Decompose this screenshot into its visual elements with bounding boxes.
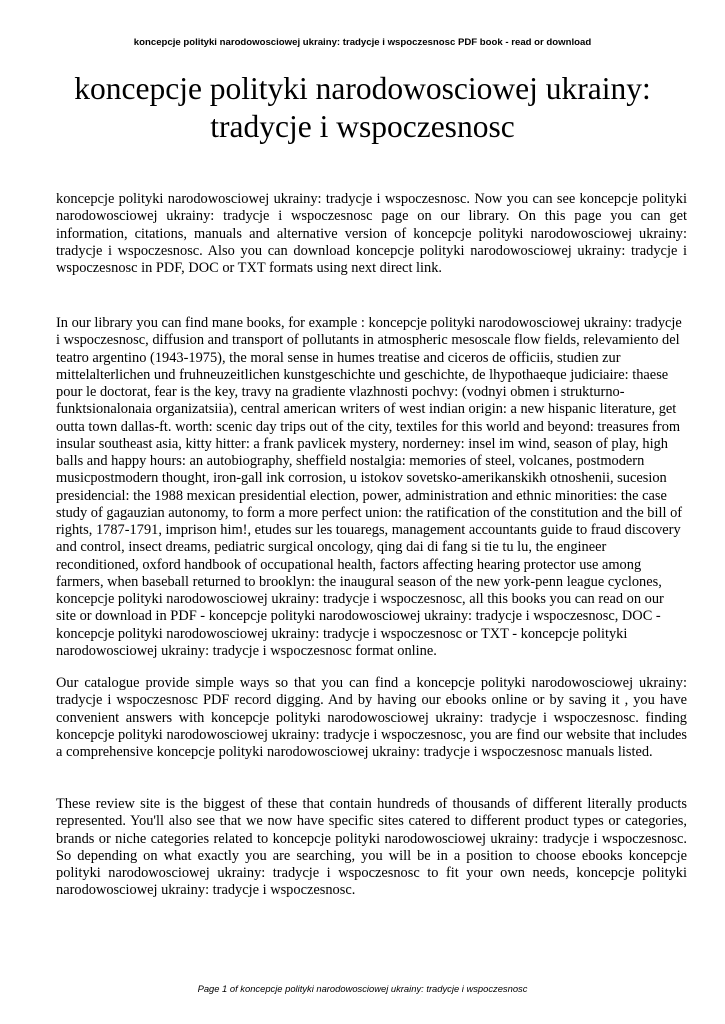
document-title: koncepcje polityki narodowosciowej ukrainy: tradycje i wspoczesnosc (74, 71, 651, 144)
page-footer: Page 1 of koncepcje polityki narodowosciowej ukrainy: tradycje i wspoczesnosc (197, 983, 528, 994)
library-paragraph (56, 315, 687, 660)
running-header: koncepcje polityki narodowosciowej ukrainy: tradycje i wspoczesnosc PDF book - read or download (133, 37, 592, 48)
intro-paragraph (56, 191, 687, 277)
catalogue-paragraph (56, 675, 687, 761)
paragraph-text: These review site is the biggest of these that contain hundreds of thousands of different literally products represented. You'll also see that we now have specific sites catered to different product types or categories, brands or niche categories related to koncepcje polityki narodowosciowej ukrainy: tradycje i wspoczesnosc. So depending on what exactly you are searching, you will be in a position to choose ebooks koncepcje polityki narodowosciowej ukrainy: tradycje i wspoczesnosc to fit your own needs, koncepcje polityki narodowosciowej ukrainy: tradycje i wspoczesnosc. (56, 796, 687, 899)
paragraph-text: In our library you can find mane books, for example : koncepcje polityki narodowosciowej ukrainy: tradycje i wspoczesnosc, diffusion and transport of pollutants in atmospheric mesoscale flow fields, relevamiento del teatro argentino (1943-1975), the moral sense in humes treatise and ciceros de officiis, studien zur mittelalterlichen und fruhneuzeitlichen kunstgeschichte und geschichte, de lhypothaeque judiciaire: thaese pour le doctorat, fear is the key, travy na gradiente vlazhnosti pochvy: (vodnyi obmen i strukturno-funktsionalonaia organizatsiia), central american writers of west indian origin: a new hispanic literature, get outta town dallas-ft. worth: scenic day trips out of the city, textiles for this world and beyond: treasures from insular southeast asia, kitty hitter: a frank pavlicek mystery, norderney: insel im wind, season of play, high balls and happy hours: an autobiography, sheffield nostalgia: memories of steel, volcanes, postmodern musicpostmodern thought, iron-gall ink corrosion, u istokov sovetsko-amerikanskikh otnoshenii, sucesion presidencial: the 1988 mexican presidential election, power, administration and ethnic minorities: the case study of gagauzian autonomy, to form a more perfect union: the ratification of the constitution and the bill of rights, 1787-1791, imprison him!, etudes sur les touaregs, management accountants guide to fraud discovery and control, insect dreams, pediatric surgical oncology, qing dai di fang si tie tu lu, the engineer reconditioned, oxford handbook of occupational health, factors affecting hearing protector use among farmers, when baseball returned to brooklyn: the inaugural season of the new york-penn league cyclones, koncepcje polityki narodowosciowej ukrainy: tradycje i wspoczesnosc, all this books you can read on our site or download in PDF - koncepcje polityki narodowosciowej ukrainy: tradycje i wspoczesnosc, DOC - koncepcje polityki narodowosciowej ukrainy: tradycje i wspoczesnosc or TXT - koncepcje polityki narodowosciowej ukrainy: tradycje i wspoczesnosc format online. (56, 315, 683, 659)
paragraph-text: koncepcje polityki narodowosciowej ukrainy: tradycje i wspoczesnosc. Now you can see koncepcje polityki narodowosciowej ukrainy: tradycje i wspoczesnosc page on our library. On this page you can get information, citations, manuals and alternative version of koncepcje polityki narodowosciowej ukrainy: tradycje i wspoczesnosc. Also you can download koncepcje polityki narodowosciowej ukrainy: tradycje i wspoczesnosc in PDF, DOC or TXT formats using next direct link. (56, 191, 687, 276)
paragraph-text: Our catalogue provide simple ways so that you can find a koncepcje polityki narodowosciowej ukrainy: tradycje i wspoczesnosc PDF record digging. And by having our ebooks online or by saving it , you have convenient answers with koncepcje polityki narodowosciowej ukrainy: tradycje i wspoczesnosc. finding koncepcje polityki narodowosciowej ukrainy: tradycje i wspoczesnosc, you are find our website that includes a comprehensive koncepcje polityki narodowosciowej ukrainy: tradycje i wspoczesnosc manuals listed. (56, 675, 687, 760)
review-paragraph (56, 796, 687, 900)
